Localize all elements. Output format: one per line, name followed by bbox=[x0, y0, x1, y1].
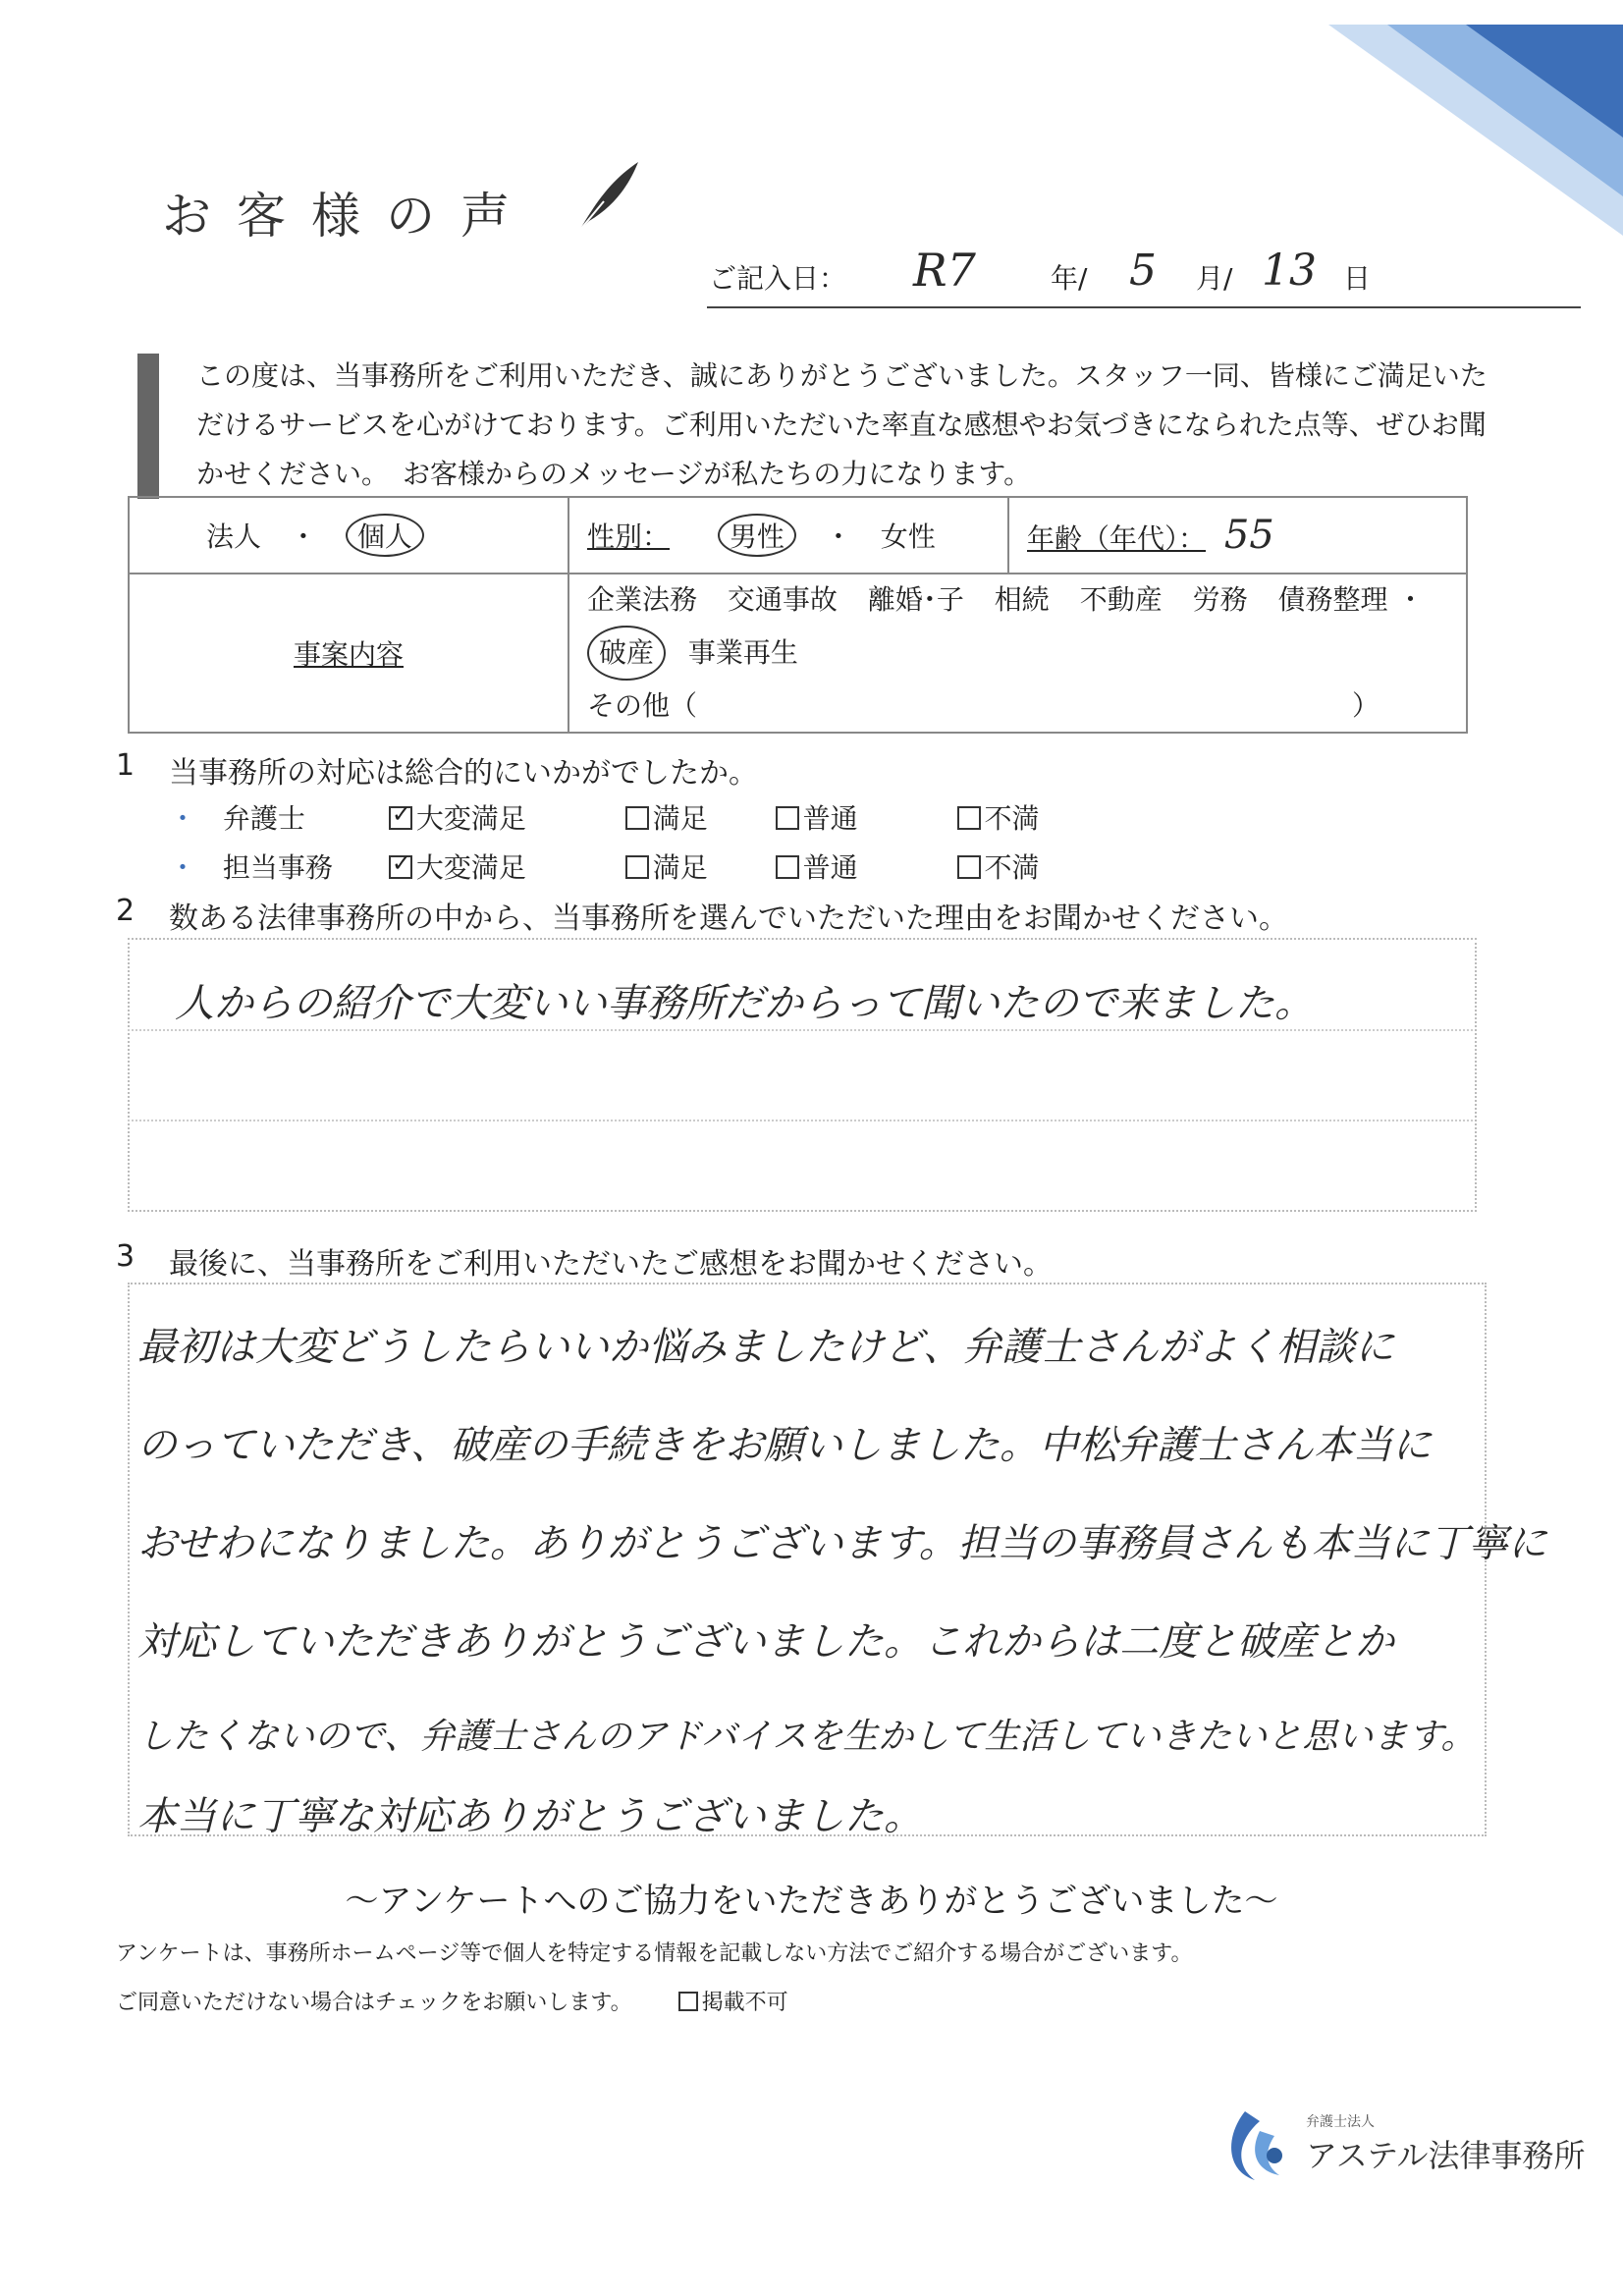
male-option-circled: 男性 bbox=[718, 514, 796, 557]
matter-realestate: 不動産 bbox=[1079, 583, 1163, 616]
matter-divorce: 離婚･子 bbox=[867, 583, 964, 616]
firm-logo-icon bbox=[1216, 2106, 1294, 2185]
matter-inheritance: 相続 bbox=[994, 583, 1050, 616]
matter-label-cell bbox=[129, 574, 568, 733]
date-month: 5 bbox=[1129, 246, 1157, 296]
q3-text: 最後に、当事務所をご利用いただいたご感想をお聞かせください。 bbox=[169, 1247, 1053, 1282]
checkbox[interactable] bbox=[776, 806, 799, 830]
consent-note bbox=[116, 1986, 788, 2016]
quill-icon bbox=[574, 157, 643, 236]
option-normal: 普通 bbox=[802, 802, 858, 835]
bullet: ・ bbox=[169, 851, 197, 884]
q1-row-staff bbox=[169, 847, 1040, 886]
logo-small-text: 弁護士法人 bbox=[1306, 2114, 1375, 2130]
other-close: ） bbox=[1351, 689, 1380, 722]
row-label: 弁護士 bbox=[222, 802, 305, 835]
consent-text: ご同意いただけない場合はチェックをお願いします。 bbox=[116, 1991, 632, 2015]
checkbox[interactable] bbox=[957, 806, 981, 830]
separator: ・ bbox=[289, 520, 317, 553]
q3-line: したくないので、弁護士さんのアドバイスを生かして生活していきたいと思います。 bbox=[137, 1717, 1477, 1757]
checkbox[interactable] bbox=[625, 806, 649, 830]
individual-option-circled: 個人 bbox=[346, 514, 424, 557]
publish-note: アンケートは、事務所ホームページ等で個人を特定する情報を記載しない方法でご紹介する場合がございます。 bbox=[116, 1941, 1193, 1966]
q3-line: 対応していただきありがとうございました。これからは二度と破産とか bbox=[137, 1619, 1394, 1665]
option-satisfied: 満足 bbox=[652, 802, 708, 835]
q3-line: 本当に丁寧な対応ありがとうございました。 bbox=[137, 1794, 923, 1839]
q2-answer-text: 人からの紹介で大変いい事務所だからって聞いたので来ました。 bbox=[175, 981, 1314, 1026]
matter-options-cell bbox=[568, 574, 1467, 733]
age-label: 年齢（年代）： bbox=[1027, 522, 1207, 555]
date-era: R7 bbox=[913, 244, 976, 297]
year-suffix: 年/ bbox=[1051, 262, 1088, 295]
matter-label: 事案内容 bbox=[293, 638, 404, 671]
q3-line: のっていただき、破産の手続きをお願いしました。中松弁護士さん本当に bbox=[137, 1423, 1432, 1468]
q1-row-lawyer bbox=[169, 797, 1040, 837]
intro-accent-bar bbox=[137, 354, 159, 499]
separator: ・ bbox=[1396, 583, 1425, 616]
checkbox[interactable] bbox=[957, 855, 981, 879]
option-dissatisfied: 不満 bbox=[984, 851, 1040, 884]
info-table bbox=[128, 496, 1468, 734]
matter-labor: 労務 bbox=[1192, 583, 1248, 616]
checkbox-checked[interactable] bbox=[389, 806, 412, 830]
no-publish-label: 掲載不可 bbox=[701, 1991, 788, 2015]
q3-line: 最初は大変どうしたらいいか悩みましたけど、弁護士さんがよく相談に bbox=[137, 1325, 1394, 1370]
day-suffix: 日 bbox=[1343, 262, 1372, 295]
option-very-satisfied: 大変満足 bbox=[415, 802, 526, 835]
q1-text: 当事務所の対応は総合的にいかがでしたか。 bbox=[169, 756, 758, 791]
intro-text: この度は、当事務所をご利用いただき、誠にありがとうございました。スタッフ一同、皆様にご満足いただけるサービスを心がけております。ご利用いただいた率直な感想やお気づきになられた点等、ぜひお聞かせください。 お客様からのメッセージが私たちの力になります。 bbox=[196, 359, 1488, 490]
age-cell bbox=[1008, 497, 1467, 574]
month-suffix: 月/ bbox=[1196, 262, 1233, 295]
type-cell bbox=[129, 497, 568, 574]
option-dissatisfied: 不満 bbox=[984, 802, 1040, 835]
thanks-message: ～アンケートへのご協力をいただきありがとうございました～ bbox=[345, 1882, 1278, 1921]
matter-traffic: 交通事故 bbox=[727, 583, 838, 616]
matter-debt: 債務整理 bbox=[1277, 583, 1388, 616]
bullet: ・ bbox=[169, 802, 197, 835]
q3-line: おせわになりました。ありがとうございます。担当の事務員さんも本当に丁寧に bbox=[137, 1521, 1547, 1566]
row-label: 担当事務 bbox=[222, 851, 333, 884]
date-underline bbox=[707, 306, 1581, 308]
q3-number: 3 bbox=[116, 1239, 135, 1274]
female-option: 女性 bbox=[880, 520, 936, 553]
q2-text: 数ある法律事務所の中から、当事務所を選んでいただいた理由をお聞かせください。 bbox=[169, 902, 1288, 936]
firm-name: アステル法律事務所 bbox=[1306, 2137, 1586, 2174]
gender-cell bbox=[568, 497, 1008, 574]
separator: ・ bbox=[824, 520, 852, 553]
date-day: 13 bbox=[1262, 246, 1317, 296]
gender-label: 性別： bbox=[587, 520, 671, 553]
page-title: お客様の声 bbox=[162, 188, 535, 245]
ruled-line bbox=[128, 1029, 1473, 1031]
matter-rehabilitation: 事業再生 bbox=[687, 636, 798, 669]
corner-decoration bbox=[1328, 0, 1623, 236]
matter-corporate: 企業法務 bbox=[587, 583, 698, 616]
q1-number: 1 bbox=[116, 748, 135, 783]
other-label: その他（ bbox=[587, 689, 698, 722]
option-very-satisfied: 大変満足 bbox=[415, 851, 526, 884]
checkbox[interactable] bbox=[776, 855, 799, 879]
no-publish-checkbox[interactable] bbox=[678, 1992, 698, 2011]
age-value: 55 bbox=[1223, 513, 1274, 558]
checkbox-checked[interactable] bbox=[389, 855, 412, 879]
ruled-line bbox=[128, 1120, 1473, 1121]
corp-option: 法人 bbox=[206, 520, 262, 553]
date-label: ご記入日： bbox=[709, 262, 847, 295]
option-normal: 普通 bbox=[802, 851, 858, 884]
matter-bankruptcy-circled: 破産 bbox=[587, 626, 666, 681]
option-satisfied: 満足 bbox=[652, 851, 708, 884]
q2-number: 2 bbox=[116, 894, 135, 928]
checkbox[interactable] bbox=[625, 855, 649, 879]
